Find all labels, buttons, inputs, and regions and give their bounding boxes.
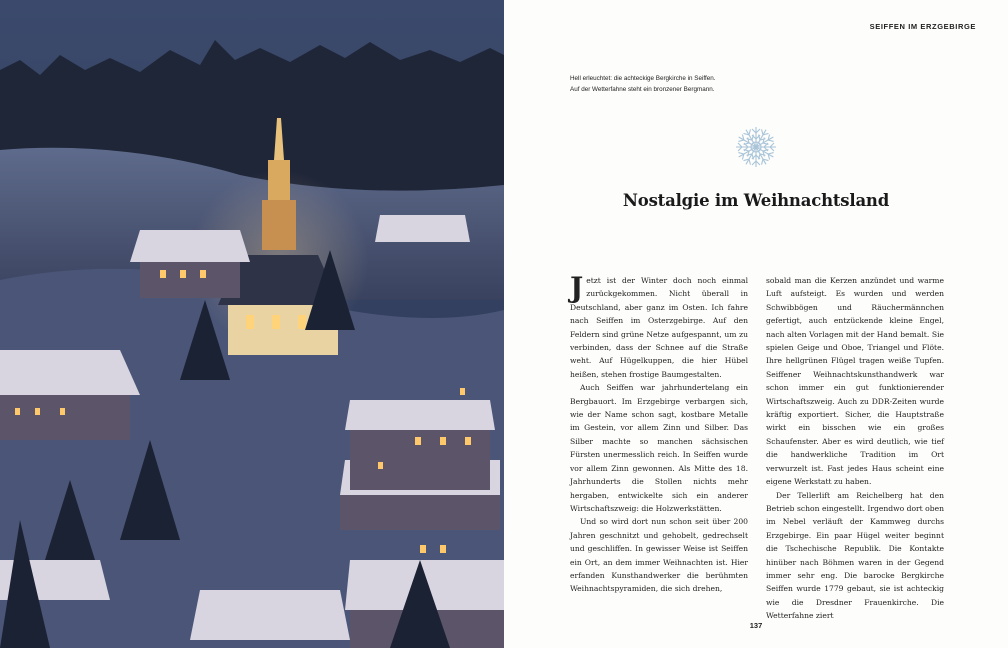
photo-caption — [570, 73, 716, 95]
running-head: SEIFFEN IM ERZGEBIRGE — [869, 22, 976, 31]
text-column-left — [570, 271, 748, 596]
paragraph: Und so wird dort nun schon seit über 200 Jahren geschnitzt und gehobelt, gedrechselt und geschliffen. In gewisser Weise ist Seiffen ein Ort, an dem immer Weihnachten ist. Hier erfanden Kunsthandwerker die berühmten Weihnachtspyramiden, die sich drehen, — [570, 517, 748, 594]
page-number: 137 — [749, 621, 763, 630]
text-page — [504, 0, 1008, 648]
paragraph: Der Tellerlift am Reichelberg hat den Betrieb schon eingestellt. Irgendwo dort oben im Nebel verläuft der Kammweg durchs Erzgebirge. Ein paar Hügel weiter beginnt die Tschechische Republik. Die Kontakte hinüber nach Böhmen waren in der Gegend immer sehr eng. Die barocke Bergkirche Seiffen wurde 1779 gebaut, sie ist achteckig wie die Dresdner Frauenkirche. Die Wetterfahne ziert — [766, 490, 944, 621]
paragraph: sobald man die Kerzen anzündet und warme Luft aufsteigt. Es wurden und werden Schwibbögen und Räuchermännchen gefertigt, auch entzückende kleine Engel, nach alten Vorlagen mit der Hand bemalt. Sie spielen Geige und Oboe, Triangel und Flöte. Ihre hellgrünen Flügel tragen weiße Tupfen. Seiffener Weihnachtskunsthandwerk war schon immer ein gut funktionierender Wirtschaftszweig. Auch zu DDR-Zeiten wurde kräftig exportiert. Sicher, die Hauptstraße wirkt ein bisschen wie ein großes Schaufenster. Aber es wird deutlich, wie tief die handwerkliche Tradition im Ort verwurzelt ist. Fast jedes Haus scheint eine eigene Werkstatt zu haben. — [766, 276, 944, 487]
snowflake-icon — [733, 124, 779, 170]
paragraph: Auch Seiffen war jahrhundertelang ein Bergbauort. Im Erzgebirge verbargen sich, wie der Name schon sagt, kostbare Metalle im Gestein, vor allem Zinn und Silber. Das Silber machte so manchen sächsischen Fürsten unermesslich reich. In Seiffen wurde vor allem Zinn gewonnen. Als Mitte des 18. Jahrhunderts die Stollen nichts mehr hergaben, entwickelte sich ein anderer Wirtschaftszweig: die Holzwerkstätten. — [570, 383, 748, 513]
caption-line-2: Auf der Wetterfahne steht ein bronzener Bergmann. — [570, 86, 715, 93]
paragraph-text: etzt ist der Winter doch noch einmal zurückgekommen. Nicht überall in Deutschland, aber ganz im Osten. Ich fahre nach Seiffen im Osterzgebirge. Auf den Feldern sind grüne Netze aufgespannt, um zu verbinden, dass der Schnee auf die Straße weht. Auf Hügelkuppen, die hier Hübel heißen, stehen frostige Baumgestalten. — [570, 276, 748, 379]
drop-cap: J — [570, 271, 584, 304]
article-title: Nostalgie im Weihnachtsland — [622, 191, 890, 210]
paragraph — [570, 271, 748, 381]
caption-line-1: Hell erleuchtet: die achteckige Bergkirche in Seiffen. — [570, 75, 716, 82]
text-column-right — [766, 274, 944, 623]
